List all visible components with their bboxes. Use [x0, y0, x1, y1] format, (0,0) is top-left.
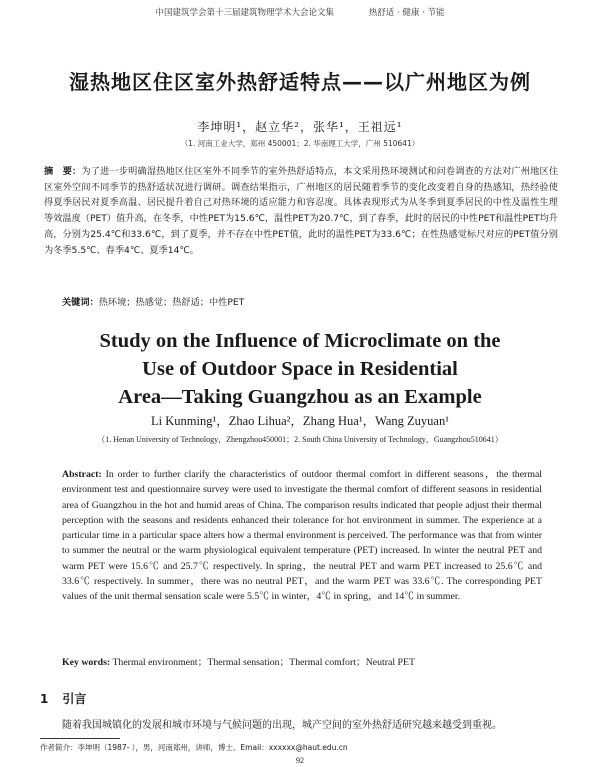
running-head — [60, 6, 540, 18]
author-footnote: 作者简介：李坤明（1987- ），男，河南郑州，讲师，博士。Email：xxxxxx@haut.edu.cn — [40, 743, 348, 752]
section-number: 1 — [40, 692, 49, 706]
running-head-conference: 中国建筑学会第十三届建筑物理学术大会论文集 — [155, 8, 335, 18]
section-heading-introduction — [40, 690, 86, 707]
footnote-divider — [40, 738, 120, 739]
page-number: 92 — [296, 756, 304, 765]
english-keywords-label: Key words: — [62, 657, 111, 668]
english-keywords — [62, 654, 415, 668]
chinese-keywords-text: 热环境；热感觉；热舒适；中性PET — [98, 297, 245, 308]
chinese-keywords — [62, 294, 558, 308]
section-title: 引言 — [62, 692, 87, 706]
chinese-affiliation: （1. 河南工业大学，郑州 450001；2. 华南理工大学，广州 510641） — [180, 139, 420, 148]
chinese-abstract-label: 摘 要： — [44, 166, 82, 177]
english-title-line: Area—Taking Guangzhou as an Example — [118, 386, 482, 408]
english-title-line: Use of Outdoor Space in Residential — [142, 358, 458, 380]
chinese-abstract — [44, 164, 558, 258]
english-authors: Li Kunming¹，Zhao Lihua²，Zhang Hua¹，Wang Zuyuan¹ — [151, 414, 449, 428]
chinese-keywords-label: 关键词： — [62, 297, 99, 308]
body-paragraph: 随着我国城镇化的发展和城市环境与气候问题的出现，城产空间的室外热舒适研究越来越受到重视。 — [62, 720, 502, 731]
chinese-authors: 李坤明¹，赵立华²，张华¹，王祖远¹ — [197, 120, 403, 134]
english-abstract — [62, 467, 542, 605]
english-title-line: Study on the Influence of Microclimate on the — [99, 330, 501, 352]
chinese-title: 湿热地区住区室外热舒适特点——以广州地区为例 — [69, 70, 531, 94]
chinese-abstract-text: 为了进一步明确湿热地区住区室外不同季节的室外热舒适特点，本文采用热环境测试和问卷调查的方法对广州地区住区室外空间不同季节的热舒适状况进行调研。调查结果指示，广州地区的居民随着季节的变化改变着自身的热感知，热经验使得夏季居民对夏季高温、居民提升着自己对热环境的适应能力和容忍度。具体表现形式为从冬季到夏季居民的中性及温性生理等效温度（PET）值升高，在冬季，中性PET为15.6℃，温性PET为20.7℃，到了春季，此时的居民的中性PET和温性PET均升高，分别为25.4℃和33.6℃，到了夏季，并不存在中性PET值，此时的温性PET为33.6℃；在性热感觉标尺对应的PET值分别为冬季5.5℃、春季4℃、夏季14℃。 — [44, 166, 559, 256]
running-head-section: 热舒适 · 健康 · 节能 — [368, 8, 445, 18]
english-keywords-text: Thermal environment；Thermal sensation；Thermal comfort；Neutral PET — [112, 657, 415, 668]
english-abstract-text: In order to further clarify the characteristics of outdoor thermal comfort in different seasons，the thermal environment test and questionnaire survey were used to investigate the thermal comfort of different seasons in residential area of Guangzhou in the hot and humid areas of China. The comparison results indicated that people adjust their thermal perception with the seasons and residents enhanced their tolerance for hot environment in summer. The experience at a particular time in a particular space alters how a thermal environment is perceived. The performance was that from winter to summer the neutral or the warm physiological equivalent temperature (PET) increased. In winter the neutral PET and warm PET were 15.6℃ and 25.7℃ respectively. In spring，the neutral PET and warm PET increased to 25.6℃ and 33.6℃ respectively. In summer，there was no neutral PET，and the warm PET was 33.6℃. The corresponding PET values of the unit thermal sensation scale were 5.5℃ in winter，4℃ in spring，and 14℃ in summer. — [62, 469, 543, 603]
english-affiliation: （1. Henan University of Technology，Zhengzhou450001；2. South China University of Technology，Guangzhou510641） — [97, 435, 503, 444]
english-title — [0, 327, 600, 411]
english-abstract-label: Abstract: — [62, 469, 102, 480]
